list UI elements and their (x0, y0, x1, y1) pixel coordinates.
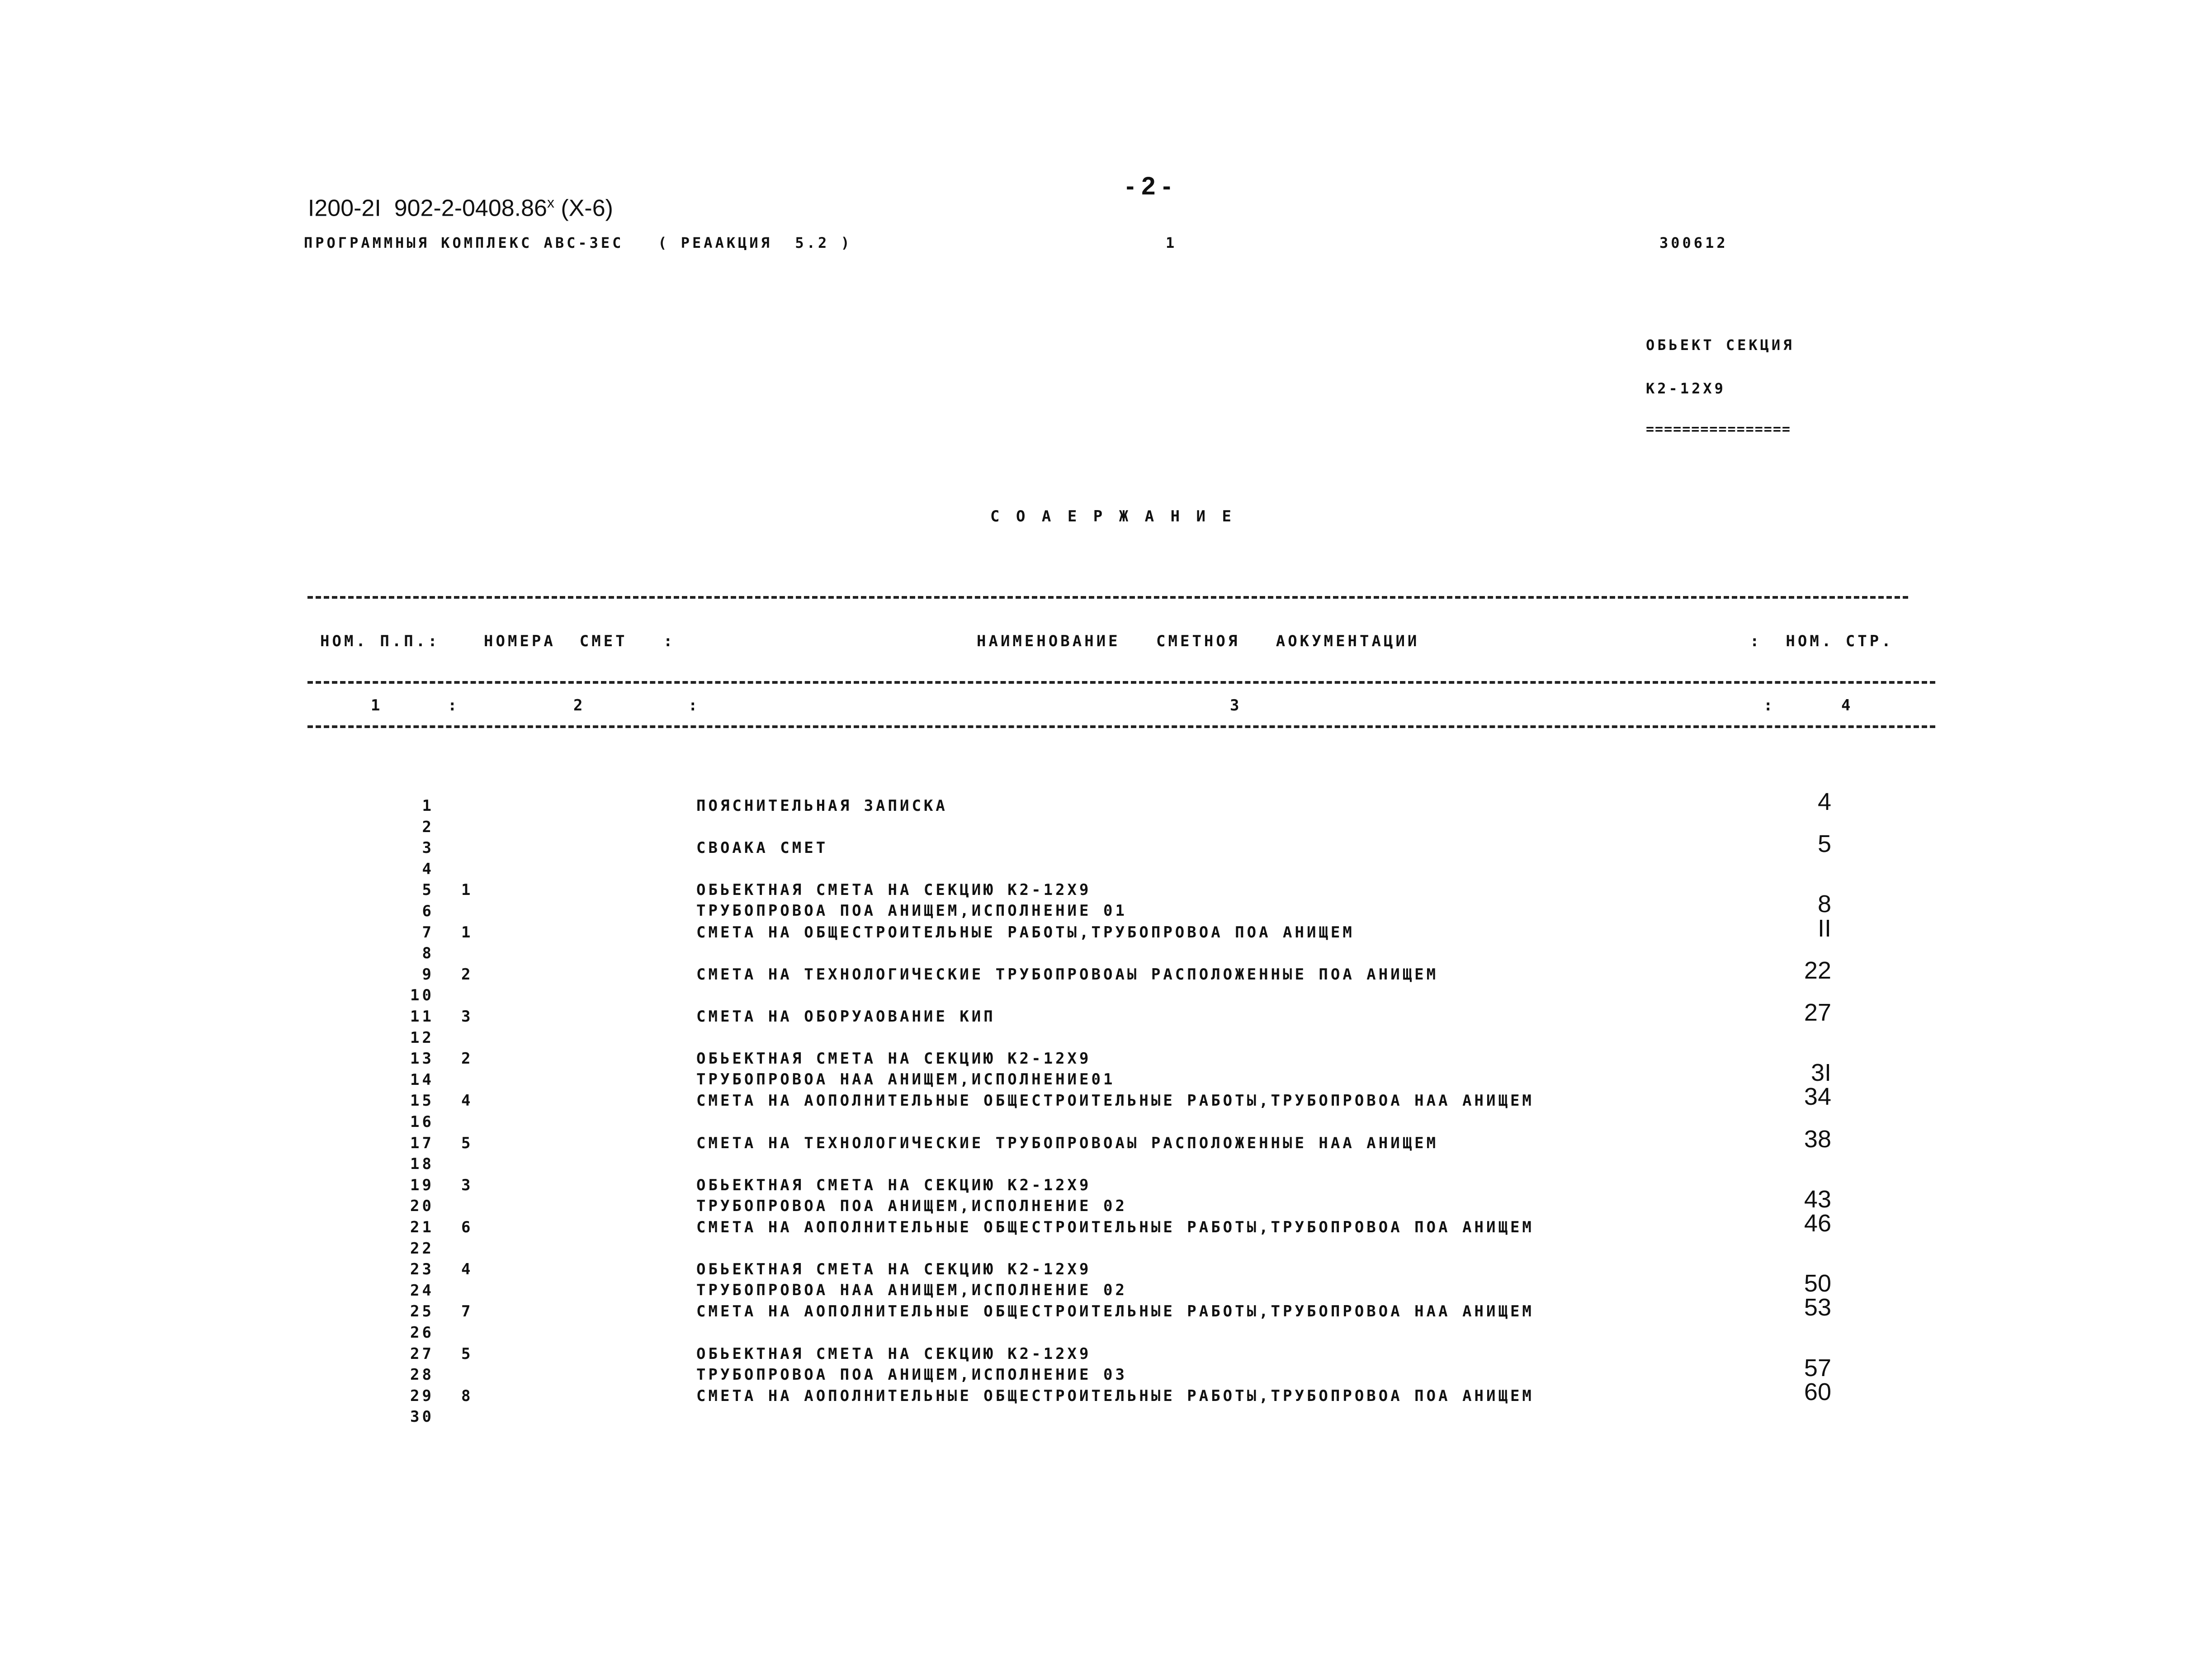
row-number: 30 (410, 1408, 434, 1426)
row-number: 24 (410, 1282, 434, 1300)
document-code (295, 167, 613, 222)
header-rule (307, 681, 1935, 684)
row-number: 2 (422, 818, 434, 836)
row-title: СМЕТА НА АОПОЛНИТЕЛЬНЫЕ ОБЩЕСТРОИТЕЛЬНЫЕ РАБОТЫ,ТРУБОПРОВОА НАА АНИЩЕМ (696, 1302, 1534, 1320)
object-code: К2-12Х9 (1646, 380, 1726, 397)
row-number: 9 (422, 965, 434, 984)
row-number: 25 (410, 1302, 434, 1320)
row-number: 20 (410, 1197, 434, 1215)
row-title: СМЕТА НА АОПОЛНИТЕЛЬНЫЕ ОБЩЕСТРОИТЕЛЬНЫЕ РАБОТЫ,ТРУБОПРОВОА ПОА АНИЩЕМ (696, 1387, 1534, 1405)
row-title-continuation: ТРУБОПРОВОА ПОА АНИЩЕМ,ИСПОЛНЕНИЕ 02 (696, 1197, 1127, 1215)
smeta-number: 4 (461, 1092, 473, 1110)
row-number: 1 (422, 797, 434, 815)
row-title-continuation: ТРУБОПРОВОА ПОА АНИЩЕМ,ИСПОЛНЕНИЕ 03 (696, 1366, 1127, 1384)
row-number: 29 (410, 1387, 434, 1405)
col-number-1: 1 (371, 696, 383, 714)
page-number: 60 (1804, 1378, 1831, 1405)
row-number: 3 (422, 839, 434, 857)
smeta-number: 4 (461, 1260, 473, 1278)
header-col-smeta: НОМЕРА СМЕТ : (484, 632, 676, 650)
header-col-name: НАИМЕНОВАНИЕ СМЕТНОЯ АОКУМЕНТАЦИИ (977, 632, 1420, 650)
row-number: 11 (410, 1008, 434, 1026)
smeta-number: 2 (461, 965, 473, 984)
row-title: СМЕТА НА ТЕХНОЛОГИЧЕСКИЕ ТРУБОПРОВОАЫ РАСПОЛОЖЕННЫЕ НАА АНИЩЕМ (696, 1134, 1439, 1152)
document-code-superscript: x (547, 194, 554, 211)
col-separator: : (448, 696, 460, 714)
page-marker: - 2 - (1126, 171, 1171, 200)
row-title: СВОАКА СМЕТ (696, 839, 828, 857)
page-number: 27 (1804, 999, 1831, 1026)
row-number: 4 (422, 860, 434, 878)
table-top-rule (307, 596, 1908, 599)
smeta-number: 8 (461, 1387, 473, 1405)
program-line: ПРОГРАММНЫЯ КОМПЛЕКС АВС-ЗЕС ( РЕААКЦИЯ 5.2 ) (304, 234, 852, 251)
page-number: 22 (1804, 957, 1831, 984)
row-title: ОБЬЕКТНАЯ СМЕТА НА СЕКЦИЮ К2-12Х9 (696, 881, 1092, 899)
page-number: 53 (1804, 1294, 1831, 1321)
page-number: 50 (1804, 1270, 1831, 1297)
row-number: 22 (410, 1240, 434, 1258)
document-code-main: I200-2I 902-2-0408.86 (307, 195, 547, 222)
row-title: СМЕТА НА ОБЩЕСТРОИТЕЛЬНЫЕ РАБОТЫ,ТРУБОПРОВОА ПОА АНИЩЕМ (696, 923, 1355, 942)
row-number: 7 (422, 923, 434, 942)
row-number: 8 (422, 944, 434, 962)
page-number: 5 (1817, 830, 1831, 857)
row-title: СМЕТА НА АОПОЛНИТЕЛЬНЫЕ ОБЩЕСТРОИТЕЛЬНЫЕ РАБОТЫ,ТРУБОПРОВОА ПОА АНИЩЕМ (696, 1218, 1534, 1236)
smeta-number: 2 (461, 1050, 473, 1068)
row-number: 19 (410, 1176, 434, 1194)
row-number: 14 (410, 1071, 434, 1089)
page-number: 34 (1804, 1083, 1831, 1110)
row-number: 17 (410, 1134, 434, 1152)
page-number: 4 (1817, 788, 1831, 815)
col-separator: : (1763, 696, 1776, 714)
smeta-number: 3 (461, 1008, 473, 1026)
row-number: 10 (410, 986, 434, 1004)
row-title: ОБЬЕКТНАЯ СМЕТА НА СЕКЦИЮ К2-12Х9 (696, 1050, 1092, 1068)
smeta-number: 6 (461, 1218, 473, 1236)
page-number: 8 (1817, 890, 1831, 918)
header-bottom-rule (307, 725, 1935, 728)
row-number: 6 (422, 902, 434, 920)
row-title: ОБЬЕКТНАЯ СМЕТА НА СЕКЦИЮ К2-12Х9 (696, 1176, 1092, 1194)
row-number: 13 (410, 1050, 434, 1068)
row-number: 28 (410, 1366, 434, 1384)
row-title: СМЕТА НА ОБОРУАОВАНИЕ КИП (696, 1008, 996, 1026)
row-title: СМЕТА НА АОПОЛНИТЕЛЬНЫЕ ОБЩЕСТРОИТЕЛЬНЫЕ РАБОТЫ,ТРУБОПРОВОА НАА АНИЩЕМ (696, 1092, 1534, 1110)
object-underline: ================ (1646, 421, 1791, 437)
row-number: 5 (422, 881, 434, 899)
header-col-page: : НОМ. СТР. (1750, 632, 1894, 650)
col-number-3: 3 (1230, 696, 1242, 714)
header-col-number: НОМ. П.П.: (320, 632, 440, 650)
row-number: 23 (410, 1260, 434, 1278)
row-number: 16 (410, 1113, 434, 1131)
smeta-number: 5 (461, 1345, 473, 1363)
row-number: 15 (410, 1092, 434, 1110)
row-title-continuation: ТРУБОПРОВОА НАА АНИЩЕМ,ИСПОЛНЕНИЕ01 (696, 1070, 1115, 1088)
row-title-continuation: ТРУБОПРОВОА НАА АНИЩЕМ,ИСПОЛНЕНИЕ 02 (696, 1281, 1127, 1299)
smeta-number: 1 (461, 923, 473, 942)
object-label: ОБЬЕКТ СЕКЦИЯ (1646, 336, 1795, 354)
smeta-number: 1 (461, 881, 473, 899)
page-number: 3I (1810, 1059, 1831, 1086)
page-number: 43 (1804, 1186, 1831, 1213)
row-title: ОБЬЕКТНАЯ СМЕТА НА СЕКЦИЮ К2-12Х9 (696, 1345, 1092, 1363)
page-number: 38 (1804, 1126, 1831, 1153)
col-number-4: 4 (1841, 696, 1853, 714)
page-number: II (1817, 915, 1831, 942)
page-number: 46 (1804, 1210, 1831, 1237)
row-number: 18 (410, 1155, 434, 1173)
row-title: ПОЯСНИТЕЛЬНАЯ ЗАПИСКА (696, 797, 948, 815)
row-title: СМЕТА НА ТЕХНОЛОГИЧЕСКИЕ ТРУБОПРОВОАЫ РАСПОЛОЖЕННЫЕ ПОА АНИЩЕМ (696, 965, 1439, 984)
page-number: 57 (1804, 1354, 1831, 1382)
row-number: 21 (410, 1218, 434, 1236)
program-number: 1 (1166, 234, 1177, 251)
row-number: 12 (410, 1029, 434, 1047)
smeta-number: 3 (461, 1176, 473, 1194)
row-title-continuation: ТРУБОПРОВОА ПОА АНИЩЕМ,ИСПОЛНЕНИЕ 01 (696, 902, 1127, 920)
col-separator: : (688, 696, 700, 714)
smeta-number: 5 (461, 1134, 473, 1152)
page-title: С О А Е Р Ж А Н И Е (990, 507, 1235, 525)
document-code-tail: (X-6) (554, 195, 613, 222)
row-title: ОБЬЕКТНАЯ СМЕТА НА СЕКЦИЮ К2-12Х9 (696, 1260, 1092, 1278)
row-number: 27 (410, 1345, 434, 1363)
smeta-number: 7 (461, 1302, 473, 1320)
row-number: 26 (410, 1324, 434, 1342)
id-code: 300612 (1659, 234, 1728, 251)
col-number-2: 2 (573, 696, 586, 714)
